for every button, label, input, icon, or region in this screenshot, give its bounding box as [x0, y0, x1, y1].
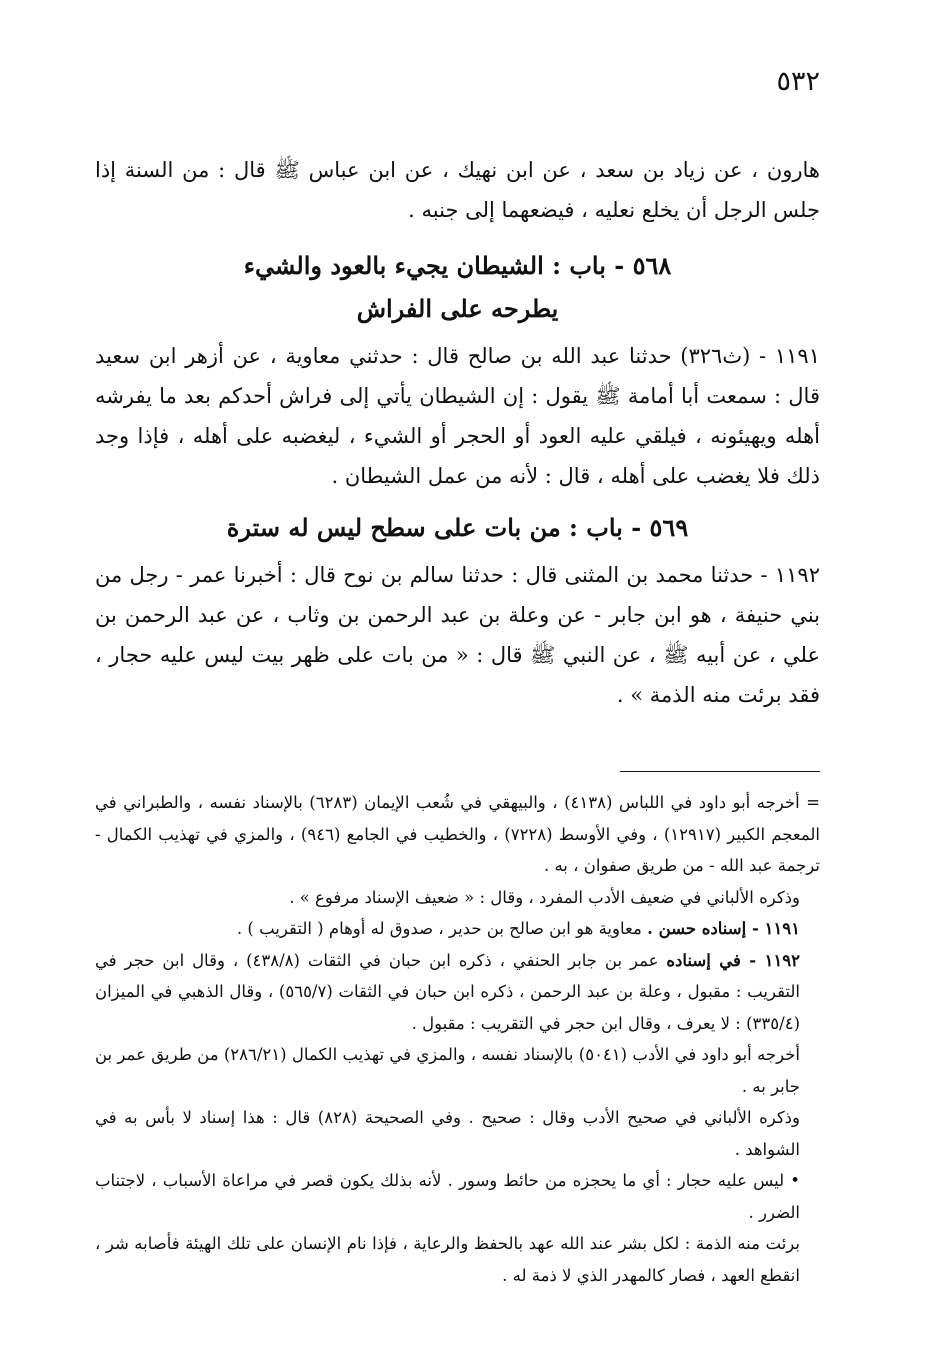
footnote-gloss-dhimma: برئت منه الذمة : لكل بشر عند الله عهد بالحفظ والرعاية ، فإذا نام الإنسان على تلك الهيئة فأصابه شر ، انقطع العهد ، فصار كالمهدر الذي لا ذمة له .: [95, 1234, 800, 1285]
footnote-1191-text: معاوية هو ابن صالح بن حدير ، صدوق له أوهام ( التقريب ) .: [236, 919, 642, 938]
chapter-568-heading-line2: يطرحه على الفراش: [356, 294, 559, 323]
chapter-569-heading: ٥٦٩ - باب : من بات على سطح ليس له سترة: [226, 513, 689, 542]
hadith-1191: ١١٩١ - (ث٣٢٦) حدثنا عبد الله بن صالح قال : حدثني معاوية ، عن أزهر ابن سعيد قال : سمعت أبا أمامة ﷺ يقول : إن الشيطان يأتي إلى فراش أحدكم بعد ما يفرشه أهله ويهيئونه ، فيلقي عليه العود أو الحجر أو الشيء ، ليغضبه على أهله ، فإذا وجد ذلك فلا يغضب على أهله ، قال : لأنه من عمل الشيطان .: [95, 344, 820, 488]
footnotes: [95, 787, 820, 1291]
footnote-1192-text: عمر بن جابر الحنفي ، ذكره ابن حبان في الثقات (٤٣٨/٨) ، وقال ابن حجر في التقريب : مقبول ، وعلة بن عبد الرحمن ، ذكره ابن حبان في الثقات (٥٦٥/٧) ، وقال الذهبي في الميزان (٣٣٥/٤) : لا يعرف ، وقال ابن حجر في التقريب : مقبول .: [95, 950, 801, 1033]
chapter-568-heading: [95, 244, 820, 330]
main-text: [95, 150, 820, 715]
footnote-gloss-hijar: • ليس عليه حجار : أي ما يحجزه من حائط وسور . لأنه بذلك يكون قصر في مراعاة الأسباب ، لاجتناب الضرر .: [95, 1171, 800, 1222]
footnote-albani-2: وذكره الألباني في صحيح الأدب وقال : صحيح . وفي الصحيحة (٨٢٨) قال : هذا إسناد لا بأس به في الشواهد .: [95, 1108, 800, 1159]
footnote-divider: [620, 771, 820, 772]
footnote-continuation: = أخرجه أبو داود في اللباس (٤١٣٨) ، والبيهقي في شُعب الإيمان (٦٢٨٣) بالإسناد نفسه ، والطبراني في المعجم الكبير (١٢٩١٧) ، وفي الأوسط (٧٢٢٨) ، والخطيب في الجامع (٩٤٦) ، والمزي في تهذيب الكمال - ترجمة عبد الله - من طريق صفوان ، به .: [95, 793, 821, 875]
footnote-albani-1: وذكره الألباني في ضعيف الأدب المفرد ، وقال : « ضعيف الإسناد مرفوع » .: [289, 887, 800, 907]
chapter-568-heading-line1: ٥٦٨ - باب : الشيطان يجيء بالعود والشيء: [243, 251, 672, 280]
footnote-1191-label: ١١٩١ - إسناده حسن .: [647, 919, 800, 938]
intro-paragraph: هارون ، عن زياد بن سعد ، عن ابن نهيك ، عن ابن عباس ﷺ قال : من السنة إذا جلس الرجل أن يخلع نعليه ، فيضعهما إلى جنبه .: [95, 158, 820, 222]
hadith-1192: ١١٩٢ - حدثنا محمد بن المثنى قال : حدثنا سالم بن نوح قال : أخبرنا عمر - رجل من بني حنيفة ، هو ابن جابر - عن وعلة بن عبد الرحمن بن وثاب ، عن عبد الرحمن بن علي ، عن أبيه ﷺ ، عن النبي ﷺ قال : « من بات على ظهر بيت ليس عليه حجار ، فقد برئت منه الذمة » .: [95, 563, 820, 707]
footnote-1191: [95, 913, 820, 945]
footnote-1192-label: ١١٩٢ - في إسناده: [666, 950, 800, 970]
page-number: ٥٣٢: [776, 66, 820, 97]
footnote-takhrij-1192: أخرجه أبو داود في الأدب (٥٠٤١) بالإسناد نفسه ، والمزي في تهذيب الكمال (٢٨٦/٢١) من طريق عمر بن جابر به .: [95, 1045, 800, 1096]
footnote-1192: [95, 945, 820, 1040]
